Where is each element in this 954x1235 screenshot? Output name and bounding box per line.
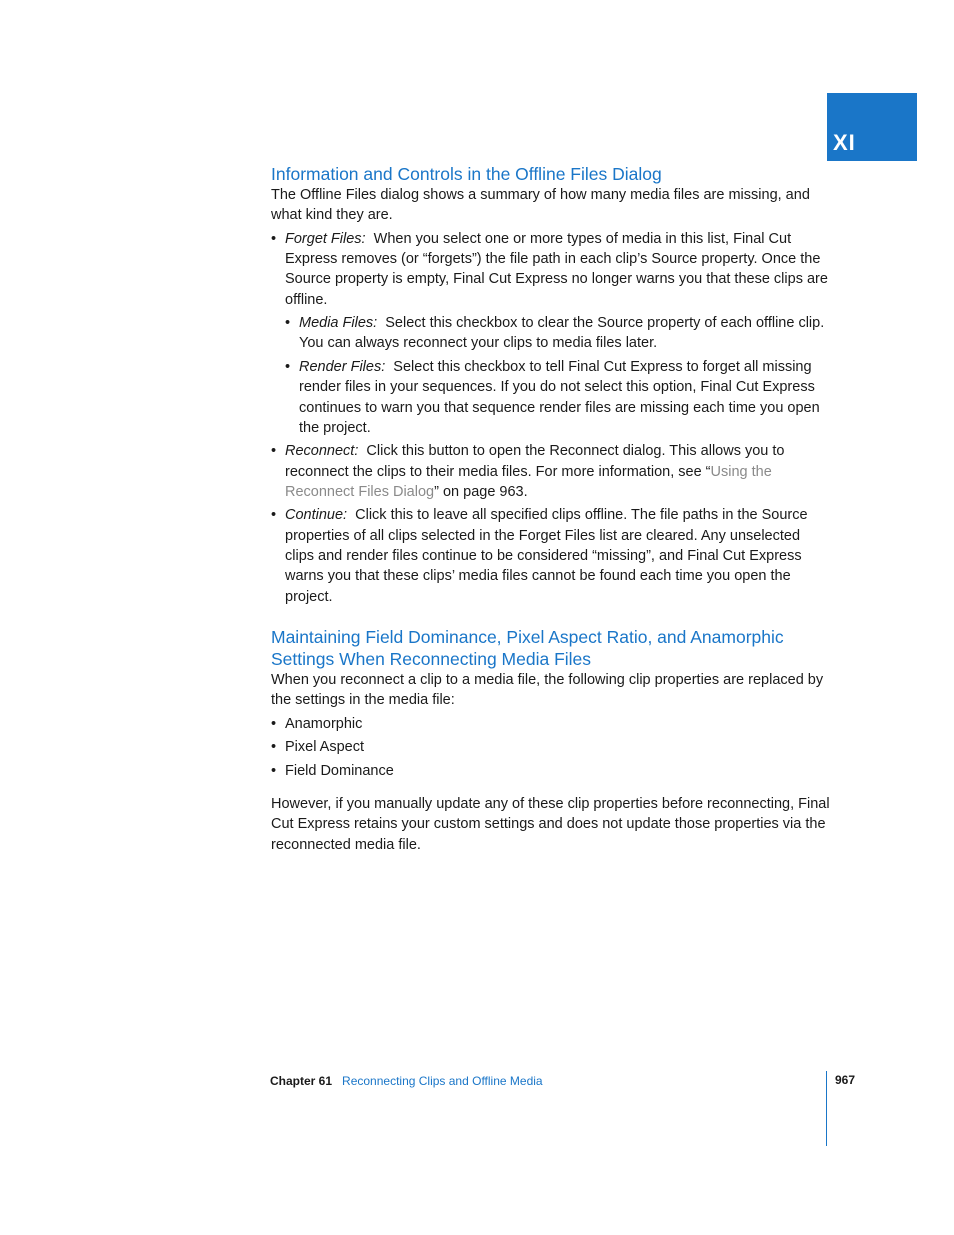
page-number: 967	[835, 1073, 856, 1087]
term-continue: Continue:	[285, 507, 348, 524]
term-forget-files: Forget Files:	[285, 230, 366, 247]
desc-media-files: Select this checkbox to clear the Source property of each offline clip. You can always reconnect your clips to media files later.	[299, 315, 825, 352]
desc-reconnect: Click this button to open the Reconnect dialog. This allows you to reconnect the clips to their media files. For more information, see “	[285, 443, 785, 480]
section2-intro: When you reconnect a clip to a media file, the following clip properties are replaced by the settings in the media file:	[271, 671, 824, 709]
list-item-anamorphic: • Anamorphic	[271, 714, 831, 734]
reconnect-files-dialog-link[interactable]: Using the Reconnect Files Dialog	[285, 463, 772, 500]
section-heading-offline-files: Information and Controls in the Offline Files Dialog	[271, 164, 662, 184]
section-intro: The Offline Files dialog shows a summary of how many media files are missing, and what kind they are.	[271, 187, 810, 224]
footer-chapter: Chapter 61	[270, 1074, 333, 1088]
footer-chapter-title: Reconnecting Clips and Offline Media	[342, 1074, 543, 1088]
term-reconnect: Reconnect:	[285, 443, 359, 460]
list-item-media-files	[285, 313, 831, 354]
part-tab	[827, 93, 917, 161]
list-item-continue	[271, 505, 831, 606]
list-item-reconnect	[271, 441, 831, 502]
desc-continue: Click this to leave all specified clips offline. The file paths in the Source properties of all clips selected in the Forget Files list are cleared. Any unselected clips and render files continue to be considered “missing”, and Final Cut Express warns you that these clips’ media files cannot be found each time you open the project.	[285, 507, 808, 605]
list-item-render-files	[285, 357, 831, 438]
term-render-files: Render Files:	[299, 358, 386, 375]
section-heading-field-dominance: Maintaining Field Dominance, Pixel Aspect Ratio, and Anamorphic Settings When Reconnecting Media Files	[271, 626, 784, 669]
section2-outro: However, if you manually update any of these clip properties before reconnecting, Final Cut Express retains your custom settings and does not update those properties via the reconnected media file.	[271, 795, 830, 853]
desc-render-files: Select this checkbox to tell Final Cut Express to forget all missing render files in your sequences. If you do not select this option, Final Cut Express continues to warn you that sequence render files are missing each time you open the project.	[299, 358, 820, 436]
footer-divider	[826, 1071, 827, 1146]
part-tab-label: XI	[833, 130, 856, 155]
list-item-pixel-aspect: • Pixel Aspect	[271, 737, 831, 757]
desc-reconnect-after: ” on page 963.	[434, 483, 528, 500]
desc-forget-files: When you select one or more types of media in this list, Final Cut Express removes (or “forgets”) the file path in each clip’s Source property. Once the Source property is empty, Final Cut Express no longer warns you that these clips are offline.	[285, 230, 828, 308]
term-media-files: Media Files:	[299, 315, 378, 332]
main-content	[271, 160, 831, 855]
list-item-field-dominance: • Field Dominance	[271, 761, 831, 781]
list-item-forget-files	[271, 229, 831, 310]
page-footer	[270, 1073, 870, 1089]
